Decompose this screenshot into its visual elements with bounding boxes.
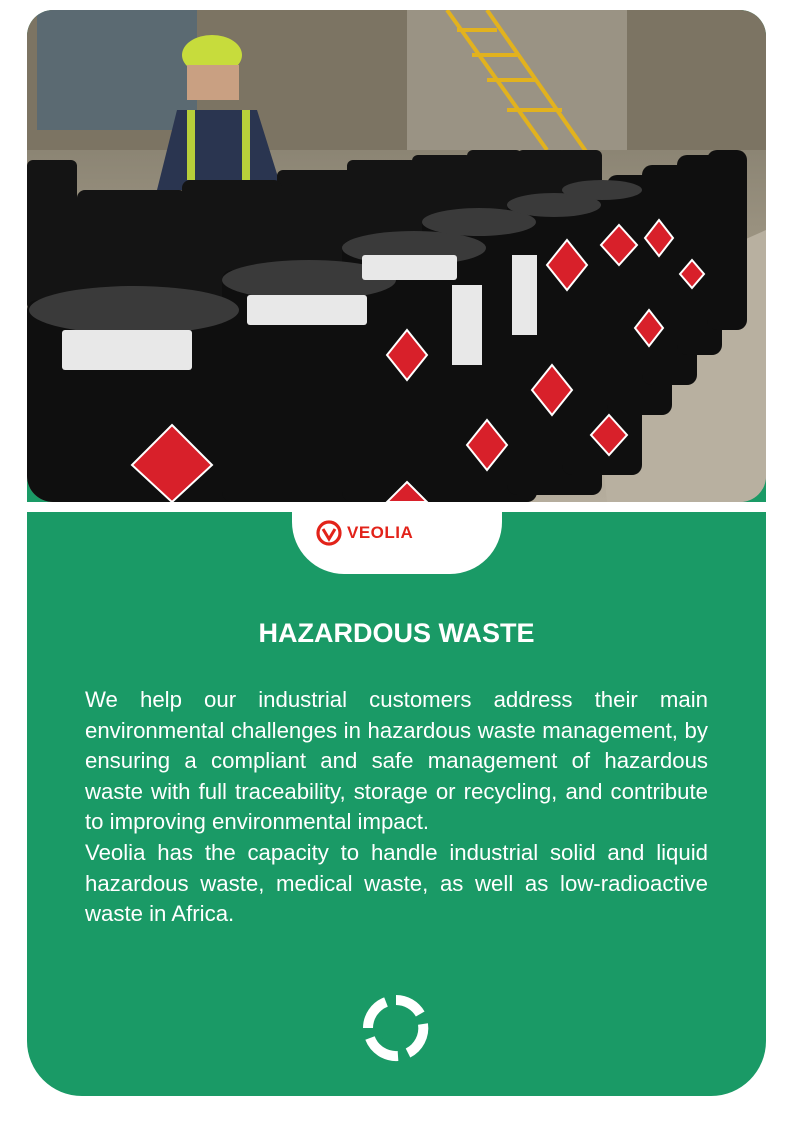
brand-name: VEOLIA xyxy=(347,523,414,542)
veolia-logo-icon xyxy=(316,520,342,546)
paragraph-intro: We help our industrial customers address their main environmental challenges in hazardous waste management, by ensuring a compliant and safe management of hazardous waste with full traceability, storage or recycling, and contribute to improving environmental impact. xyxy=(85,687,708,835)
paragraph-capacity: Veolia has the capacity to handle industrial solid and liquid hazardous waste, medical waste, as well as low-radioactive waste in Africa. xyxy=(85,839,708,927)
description xyxy=(85,685,708,930)
recycle-cycle-icon xyxy=(362,994,430,1062)
photo-illustration xyxy=(27,10,766,502)
hazardous-drums-photo xyxy=(27,10,766,502)
veolia-logo xyxy=(316,520,413,546)
content-card xyxy=(27,10,766,1096)
page-title: HAZARDOUS WASTE xyxy=(258,618,535,648)
